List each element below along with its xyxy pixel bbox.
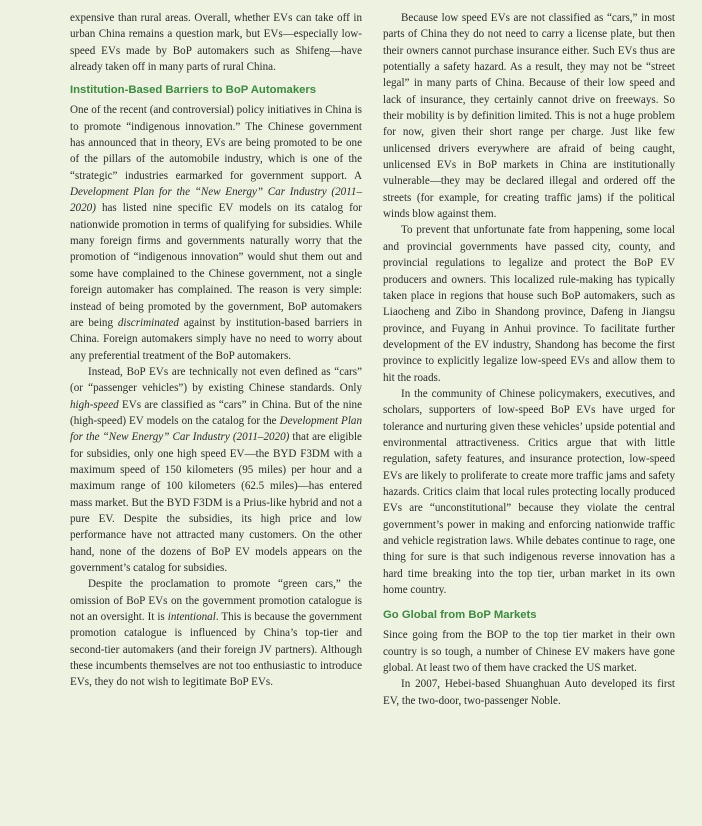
paragraph: expensive than rural areas. Overall, whether EVs can take off in urban China remains a question mark, but EVs—especially low-speed EVs made by BoP automakers such as Shifeng—have already taken off in many parts of rural China. [70,12,362,74]
paragraph: In 2007, Hebei-based Shuanghuan Auto developed its first EV, the two-door, two-passenger Noble. [383,678,675,707]
section-heading-institution-based-barriers: Institution-Based Barriers to BoP Automakers [70,84,317,97]
section-heading-go-global: Go Global from BoP Markets [383,609,537,622]
paragraph: Instead, BoP EVs are technically not even defined as “cars” (or “passenger vehicles”) by existing Chinese standards. Only high-speed EVs are classified as “cars” in China. But of the nine (high-speed) EV models on the catalog for the Development Plan for the “New Energy” Car Industry (2011–2020) that are eligible for subsidies, only one high speed EV—the BYD F3DM with a maximum speed of 150 kilometers (95 miles) per hour and a maximum range of 100 kilometers (62.5 miles)—has entered mass market. But the BYD F3DM is a Prius-like hybrid and not a pure EV. Despite the subsidies, its high price and low performance have not attracted many customers. On the other hand, none of the dozens of BoP EV models appears on the government’s catalog for subsidies. [70,365,362,574]
paragraph: Because low speed EVs are not classified as “cars,” in most parts of China they do not need to carry a license plate, but then their owners cannot purchase insurance either. Such EVs thus are potentially a safety hazard. As a result, they may not be “street legal” in many parts of China. Because of their low speed and lack of insurance, they certainly cannot drive on freeways. So their mobility is by definition limited. This is not a huge problem for now, given their short range per charge. Just like few unlicensed drivers everywhere are afraid of being caught, unlicensed EVs in BoP markets in China are institutionally vulnerable—they may be declared illegal and ordered off the streets (for example, for creating traffic jams) if the political winds blow against them. [383,12,675,221]
paragraph: To prevent that unfortunate fate from happening, some local and provincial governments have passed city, county, and provincial regulations to legalize and protect the BoP EV producers and owners. This localized rule-making has typically taken place in regions that house such BoP automakers, such as Liaocheng and Zibo in Shandong province, Dafeng in Jiangsu province, and Fuyang in Anhui province. To facilitate further development of the EV industry, Shandong has become the first province to explicitly legalize low-speed EVs and allow them to hit the roads. [383,224,675,384]
paragraph: In the community of Chinese policymakers, executives, and scholars, supporters of low-speed BoP EVs have urged for tolerance and nurturing given these vehicles’ upside potential and environmental attractiveness. Critics argue that with little regulation, safety features, and insurance protection, low-speed EVs are likely to proliferate to create more traffic jams and safety hazards. Critics claim that local rules protecting locally produced EVs are “unconstitutional” because they violate the central government’s power in making and enforcing nationwide traffic and vehicle registration laws. While debates continue to rage, one thing for sure is that such indigenous reverse innovation has a hard time breaking into the top tier, urban market in its own home country. [383,387,675,597]
right-column [383,10,675,709]
left-column [70,10,362,691]
paragraph: Despite the proclamation to promote “green cars,” the omission of BoP EVs on the government promotion catalogue is not an oversight. It is intentional. This is because the government promotion catalogue is influenced by China’s top-tier and second-tier automakers (and their foreign JV partners). Although these incumbents themselves are not too enthusiastic to introduce EVs, they do not wish to legitimate BoP EVs. [70,578,362,689]
paragraph: One of the recent (and controversial) policy initiatives in China is to promote “indigenous innovation.” The Chinese government has announced that in theory, EVs are being promoted to be one of the pillars of the automobile industry, which is one of the “strategic” industries earmarked for government support. A Development Plan for the “New Energy” Car Industry (2011–2020) has listed nine specific EV models on its catalog for nationwide promotion in terms of qualifying for subsidies. While many foreign firms and governments naturally worry that the promotion of “indigenous innovation” would shut them out and some have complained to the Chinese government, not a single foreign automaker has complained. The reason is very simple: instead of being promoted by the government, BoP automakers are being discriminated against by institution-based barriers in China. Foreign automakers simply have no need to worry about any preferential treatment of the BoP automakers. [70,104,362,362]
paragraph: Since going from the BOP to the top tier market in their own country is so tough, a number of Chinese EV makers have gone global. At least two of them have cracked the US market. [383,629,675,675]
